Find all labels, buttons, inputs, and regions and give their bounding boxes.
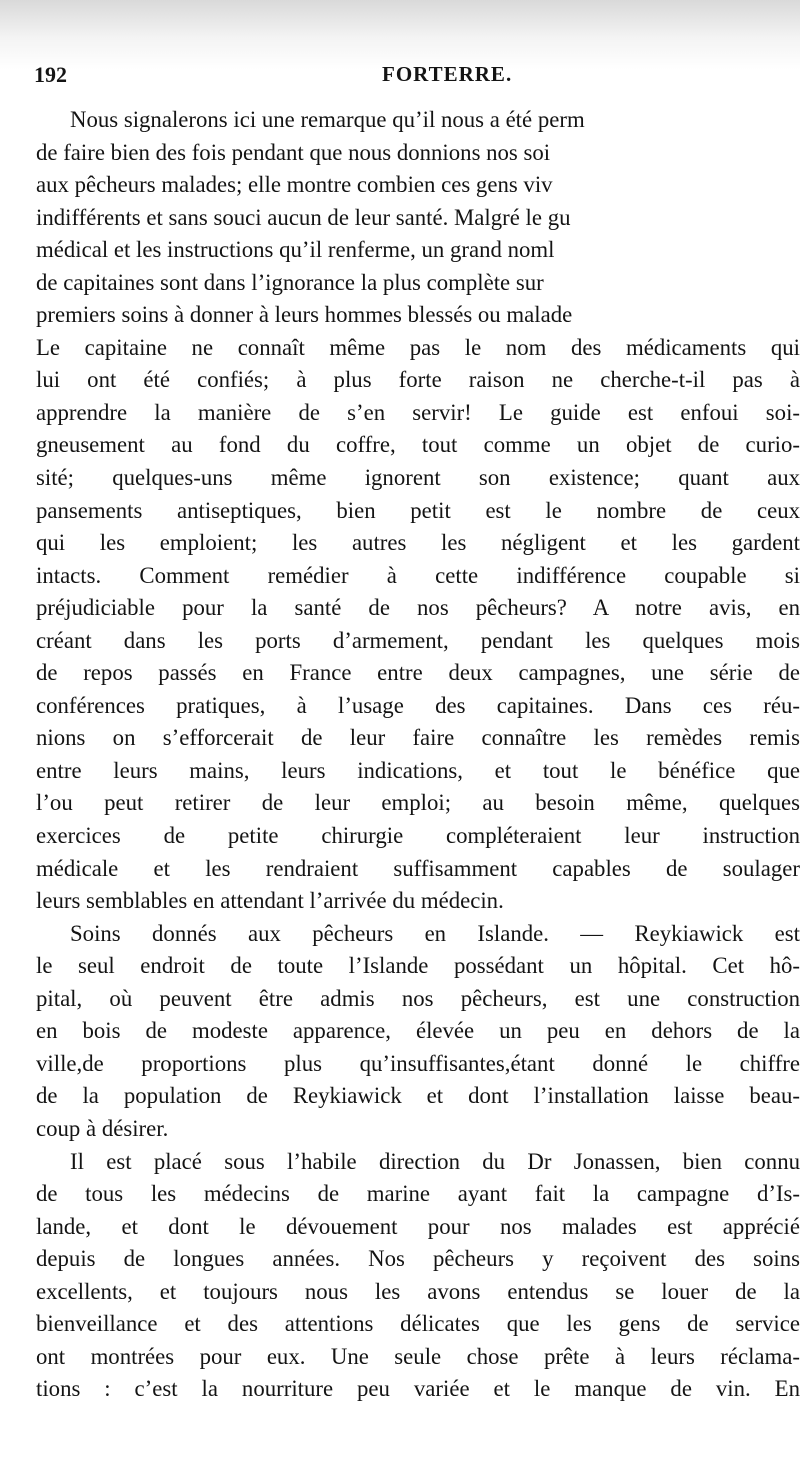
text-line: entre leurs mains, leurs indications, et tout le bénéfice que	[36, 757, 800, 783]
text-line: intacts. Comment remédier à cette indifférence coupable si	[36, 562, 800, 588]
text-line: de tous les médecins de marine ayant fait la campagne d’Is-	[36, 1181, 800, 1207]
text-line: aux pêcheurs malades; elle montre combien ces gens viv	[36, 172, 553, 198]
text-line: leurs semblables en attendant l’arrivée du médecin.	[36, 888, 504, 914]
text-line: exercices de petite chirurgie compléteraient leur instruction	[36, 823, 800, 849]
text-line: lande, et dont le dévouement pour nos malades est apprécié	[36, 1213, 800, 1239]
text-line: indifférents et sans souci aucun de leur santé. Malgré le gu	[36, 204, 571, 230]
text-line: l’ou peut retirer de leur emploi; au besoin même, quelques	[36, 790, 800, 816]
text-line: Soins donnés aux pêcheurs en Islande. — Reykiawick est	[70, 920, 800, 946]
text-line: de faire bien des fois pendant que nous donnions nos soi	[36, 139, 551, 165]
text-line: Il est placé sous l’habile direction du Dr Jonassen, bien connu	[70, 1148, 800, 1174]
text-line: ont montrées pour eux. Une seule chose prête à leurs réclama-	[36, 1343, 800, 1369]
text-line: lui ont été confiés; à plus forte raison ne cherche-t-il pas à	[36, 367, 800, 393]
text-line: pital, où peuvent être admis nos pêcheurs, est une construction	[36, 985, 800, 1011]
body-text	[36, 104, 800, 1406]
text-line: conférences pratiques, à l’usage des capitaines. Dans ces réu-	[36, 692, 800, 718]
running-title: FORTERRE.	[382, 62, 513, 86]
text-line: pansements antiseptiques, bien petit est le nombre de ceux	[36, 497, 800, 523]
text-line: ville,de proportions plus qu’insuffisantes,étant donné le chiffre	[36, 1050, 800, 1076]
text-line: le seul endroit de toute l’Islande possédant un hôpital. Cet hô-	[36, 953, 800, 979]
text-line: créant dans les ports d’armement, pendant les quelques mois	[36, 627, 800, 653]
text-line: Le capitaine ne connaît même pas le nom des médicaments qui	[36, 334, 800, 360]
text-line: de la population de Reykiawick et dont l’installation laisse beau-	[36, 1083, 800, 1109]
text-line: gneusement au fond du coffre, tout comme un objet de curio-	[36, 432, 800, 458]
text-line: depuis de longues années. Nos pêcheurs y reçoivent des soins	[36, 1246, 800, 1272]
text-line: médical et les instructions qu’il renferme, un grand noml	[36, 237, 555, 263]
text-line: médicale et les rendraient suffisamment capables de soulager	[36, 855, 800, 881]
text-line: premiers soins à donner à leurs hommes blessés ou malade	[36, 302, 573, 328]
text-line: coup à désirer.	[36, 1115, 169, 1141]
text-line: Nous signalerons ici une remarque qu’il nous a été perm	[70, 107, 585, 132]
text-line: apprendre la manière de s’en servir! Le guide est enfoui soi-	[36, 399, 800, 425]
text-line: en bois de modeste apparence, élevée un peu en dehors de la	[36, 1018, 800, 1044]
text-line: qui les emploient; les autres les négligent et les gardent	[36, 530, 800, 556]
text-line: sité; quelques-uns même ignorent son existence; quant aux	[36, 465, 800, 491]
text-line: excellents, et toujours nous les avons entendus se louer de la	[36, 1278, 800, 1304]
page-header	[30, 58, 800, 88]
text-line: préjudiciable pour la santé de nos pêcheurs? A notre avis, en	[36, 595, 800, 621]
text-line: nions on s’efforcerait de leur faire connaître les remèdes remis	[36, 725, 800, 751]
page-number: 192	[34, 62, 67, 87]
text-line: de repos passés en France entre deux campagnes, une série de	[36, 660, 800, 686]
text-line: de capitaines sont dans l’ignorance la plus complète sur	[36, 269, 544, 295]
text-line: bienveillance et des attentions délicates que les gens de service	[36, 1311, 800, 1337]
text-line: tions : c’est la nourriture peu variée et le manque de vin. En	[36, 1376, 800, 1402]
